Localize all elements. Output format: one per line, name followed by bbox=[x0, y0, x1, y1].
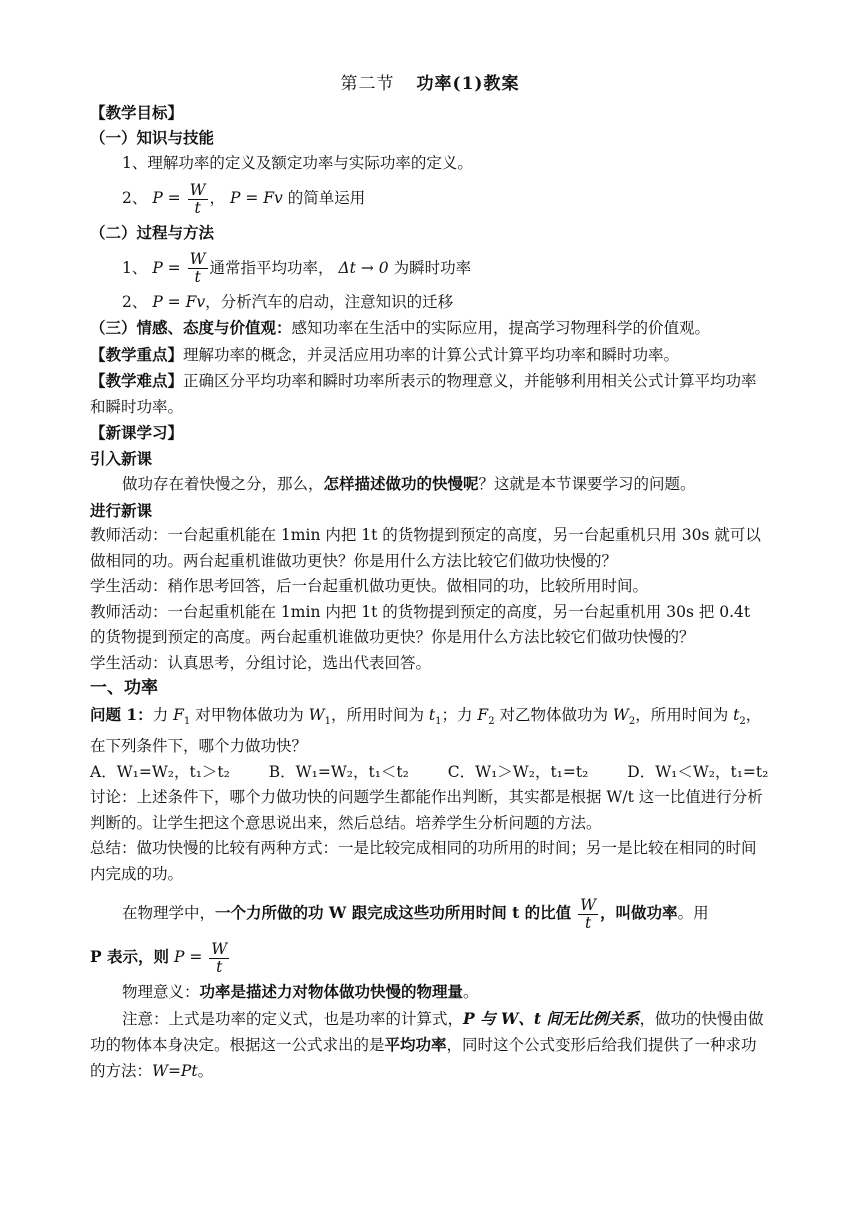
intro-text: 做功存在着快慢之分，那么，怎样描述做功的快慢呢？这就是本节课要学习的问题。 bbox=[122, 474, 696, 493]
new-lesson-header: 【新课学习】 bbox=[90, 423, 184, 442]
option-d: D．W₁＜W₂，t₁=t₂ bbox=[627, 762, 769, 781]
goal-process-header: （二）过程与方法 bbox=[90, 223, 215, 242]
summary: 总结：做功快慢的比较有两种方式：一是比较完成相同的功所用的时间；另一是比较在相同的时间内完成的功。 bbox=[90, 839, 757, 883]
section-power-header: 一、功率 bbox=[90, 678, 158, 698]
goal-attitude: （三）情感、态度与价值观：感知功率在生活中的实际应用，提高学习物理科学的价值观。 bbox=[90, 318, 711, 337]
option-a: A．W₁=W₂，t₁＞t₂ bbox=[90, 762, 230, 781]
formula-p: P = bbox=[152, 189, 181, 207]
fraction-w-over-t: $\frac{W}{t}$ bbox=[211, 939, 228, 976]
goal-process-item-1: 1、 P = $\frac{W}{t}$ 通常指平均功率， Δt → 0 为瞬时功率 bbox=[122, 250, 472, 286]
intro-header: 引入新课 bbox=[90, 448, 153, 468]
question-1-options bbox=[90, 760, 770, 786]
option-b: B．W₁=W₂，t₁＜t₂ bbox=[268, 762, 409, 781]
fraction-w-over-t: $\frac{W}{t}$ bbox=[580, 895, 597, 932]
goals-header: 【教学目标】 bbox=[90, 102, 184, 122]
formula-fv: P = Fv bbox=[229, 189, 283, 207]
note-paragraph: 注意：上式是功率的定义式，也是功率的计算式，P 与 W、t 间无比例关系，做功的快慢由做功的物体本身决定。根据这一公式求出的是平均功率，同时这个公式变形后给我们提供了一种求功的方法：W=Pt。 bbox=[90, 1008, 764, 1080]
key-point: 【教学重点】理解功率的概念，并灵活应用功率的计算公式计算平均功率和瞬时功率。 bbox=[90, 344, 680, 364]
fraction-w-over-t: $\frac{W}{t}$ bbox=[189, 250, 206, 286]
student-activity-2: 学生活动：认真思考，分组讨论，选出代表回答。 bbox=[90, 653, 432, 672]
definition-line: 在物理学中，一个力所做的功 W 跟完成这些功所用时间 t 的比值 $\frac{W}{t}$ ，叫做功率。用 bbox=[122, 895, 709, 932]
discussion: 讨论：上述条件下，哪个力做功快的问题学生都能作出判断，其实都是根据 W/t 这一比值进行分析判断的。让学生把这个意思说出来，然后总结。培养学生分析问题的方法。 bbox=[90, 788, 763, 832]
option-c: C．W₁＞W₂，t₁=t₂ bbox=[447, 762, 589, 781]
teacher-activity-2: 教师活动：一台起重机能在 1min 内把 1t 的货物提到预定的高度，另一台起重机用 30s 把 0.4t 的货物提到预定的高度。两台起重机谁做功更快？你是用什么方法比较它们做功快慢的？ bbox=[90, 602, 751, 646]
goal-process-item-2: 2、 P = Fv，分析汽车的启动，注意知识的迁移 bbox=[122, 292, 454, 311]
document-page bbox=[90, 72, 770, 1084]
question-1: 问题 1：力 $F_1$ 对甲物体做功为 $W_1$，所用时间为 $t_1$；力 $F_2$ 对乙物体做功为 $W_2$，所用时间为 $t_2$，在下列条件下，哪个力做功快？ bbox=[90, 704, 762, 756]
goal-knowledge-item-2: 2、 P = $\frac{W}{t}$ ， P = Fv 的简单运用 bbox=[122, 180, 366, 217]
delta-t-limit: Δt → 0 bbox=[338, 258, 389, 277]
page-title: 第二节 功率(1)教案 bbox=[340, 74, 520, 94]
definition-formula: P 表示，则 P = $\frac{W}{t}$ bbox=[90, 939, 228, 976]
goal-knowledge-item-1: 1、理解功率的定义及额定功率与实际功率的定义。 bbox=[122, 153, 473, 172]
goal-knowledge-header: （一）知识与技能 bbox=[90, 128, 215, 147]
question-1-text: 力 $F_1$ 对甲物体做功为 $W_1$，所用时间为 $t_1$；力 $F_2$ 对乙物体做功为 $W_2$，所用时间为 $t_2$，在下列条件下，哪个力做功快？ bbox=[90, 705, 762, 756]
physical-meaning: 物理意义：功率是描述力对物体做功快慢的物理量。 bbox=[122, 982, 479, 1002]
fraction-w-over-t: $\frac{W}{t}$ bbox=[189, 180, 206, 217]
teacher-activity-1: 教师活动：一台起重机能在 1min 内把 1t 的货物提到预定的高度，另一台起重机只用 30s 就可以做相同的功。两台起重机谁做功更快？你是用什么方法比较它们做功快慢的？ bbox=[90, 526, 761, 570]
difficult-point: 【教学难点】正确区分平均功率和瞬时功率所表示的物理意义，并能够利用相关公式计算平均功率和瞬时功率。 bbox=[90, 371, 757, 416]
proceed-header: 进行新课 bbox=[90, 500, 153, 520]
student-activity-1: 学生活动：稍作思考回答，后一台起重机做功更快。做相同的功，比较所用时间。 bbox=[90, 577, 649, 595]
